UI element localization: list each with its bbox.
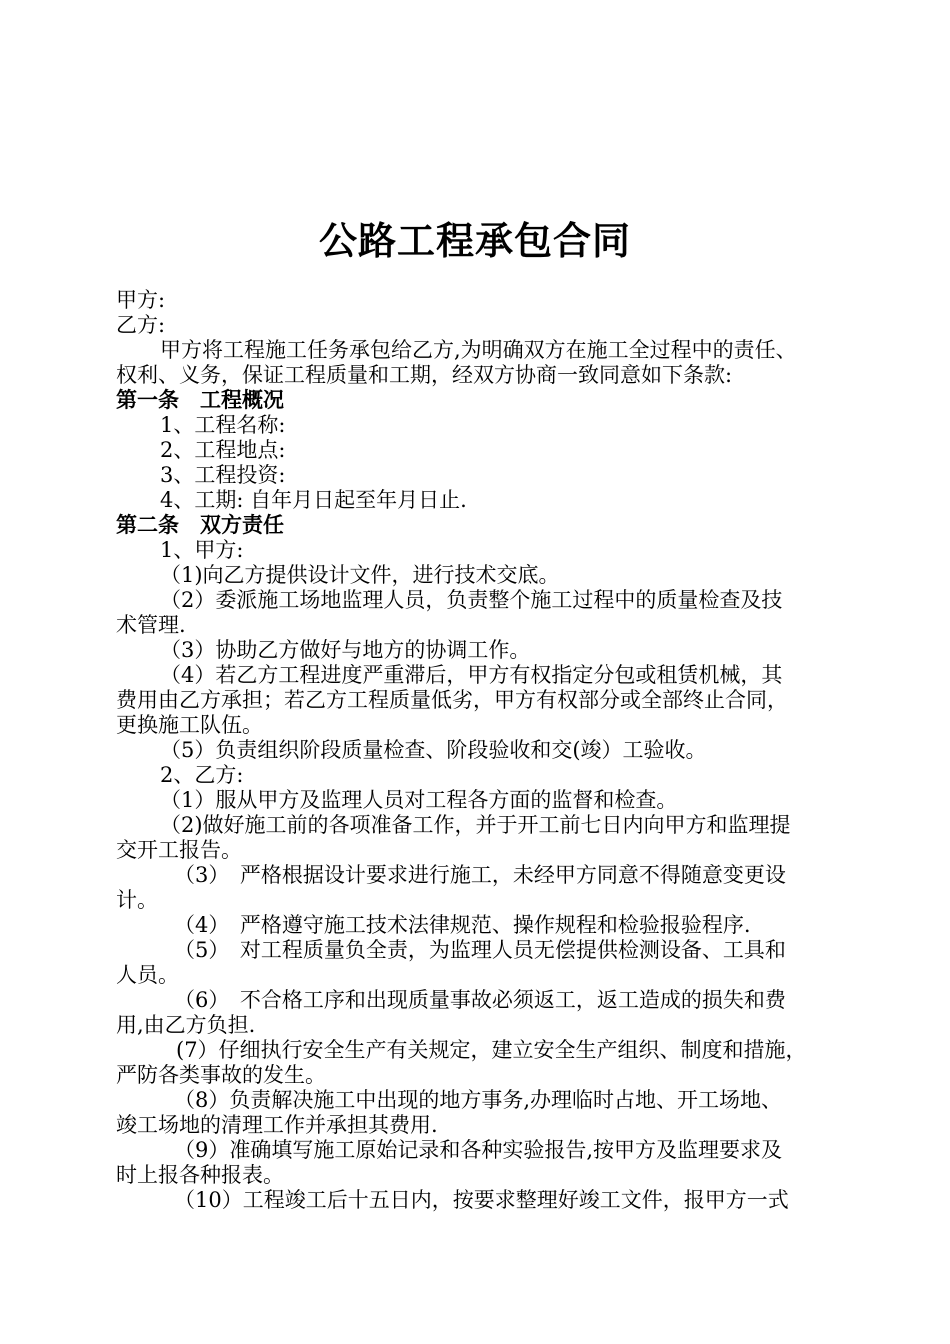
clause-line: 2、乙方: xyxy=(160,763,244,787)
clause-line: （4） 严格遵守施工技术法律规范、操作规程和检验报验程序. xyxy=(174,913,751,937)
clause-line: 严防各类事故的发生。 xyxy=(116,1063,326,1087)
clause-line: （4）若乙方工程进度严重滞后，甲方有权指定分包或租赁机械，其 xyxy=(160,663,783,687)
clause-line: 更换施工队伍。 xyxy=(116,713,263,737)
party-b-line: 乙方: xyxy=(116,313,166,337)
clause-line: （3） 严格根据设计要求进行施工，未经甲方同意不得随意变更设 xyxy=(174,863,786,887)
clause-line: 交开工报告。 xyxy=(116,838,242,862)
clause-line: （5）负责组织阶段质量检查、阶段验收和交(竣）工验收。 xyxy=(160,738,707,762)
party-a-line: 甲方: xyxy=(116,288,166,312)
clause-line: 竣工场地的清理工作并承担其费用. xyxy=(116,1113,438,1137)
clause-line: 3、工程投资: xyxy=(160,463,286,487)
clause-line: （10）工程竣工后十五日内，按要求整理好竣工文件，报甲方一式 xyxy=(174,1188,789,1212)
clause-line: 术管理. xyxy=(116,613,186,637)
clause-line: (7）仔细执行安全生产有关规定，建立安全生产组织、制度和措施， xyxy=(176,1038,807,1062)
article-heading: 第二条 双方责任 xyxy=(116,513,284,537)
clause-line: 费用由乙方承担；若乙方工程质量低劣，甲方有权部分或全部终止合同， xyxy=(116,688,788,712)
preamble-line: 甲方将工程施工任务承包给乙方,为明确双方在施工全过程中的责任、 xyxy=(160,338,797,362)
clause-line: 4、工期: 自年月日起至年月日止. xyxy=(160,488,467,512)
clause-line: （8）负责解决施工中出现的地方事务,办理临时占地、开工场地、 xyxy=(174,1088,783,1112)
clause-line: 1、工程名称: xyxy=(160,413,286,437)
clause-line: （1)向乙方提供设计文件，进行技术交底。 xyxy=(160,563,560,587)
clause-line: （3）协助乙方做好与地方的协调工作。 xyxy=(160,638,531,662)
clause-line: （2）委派施工场地监理人员，负责整个施工过程中的质量检查及技 xyxy=(160,588,783,612)
document-title: 公路工程承包合同 xyxy=(318,219,631,263)
clause-line: 2、工程地点: xyxy=(160,438,286,462)
clause-line: 用,由乙方负担. xyxy=(116,1013,256,1037)
article-heading: 第一条 工程概况 xyxy=(116,388,284,412)
clause-line: 人员。 xyxy=(116,963,179,987)
clause-line: 1、甲方: xyxy=(160,538,244,562)
clause-line: （9）准确填写施工原始记录和各种实验报告,按甲方及监理要求及 xyxy=(174,1138,783,1162)
preamble-line: 权利、义务，保证工程质量和工期，经双方协商一致同意如下条款: xyxy=(116,363,733,387)
clause-line: （2)做好施工前的各项准备工作，并于开工前七日内向甲方和监理提 xyxy=(160,813,791,837)
clause-line: 计。 xyxy=(116,888,158,912)
clause-line: （5） 对工程质量负全责，为监理人员无偿提供检测设备、工具和 xyxy=(174,938,786,962)
clause-line: 时上报各种报表。 xyxy=(116,1163,284,1187)
clause-line: （1）服从甲方及监理人员对工程各方面的监督和检查。 xyxy=(160,788,678,812)
clause-line: （6） 不合格工序和出现质量事故必须返工，返工造成的损失和费 xyxy=(174,988,786,1012)
